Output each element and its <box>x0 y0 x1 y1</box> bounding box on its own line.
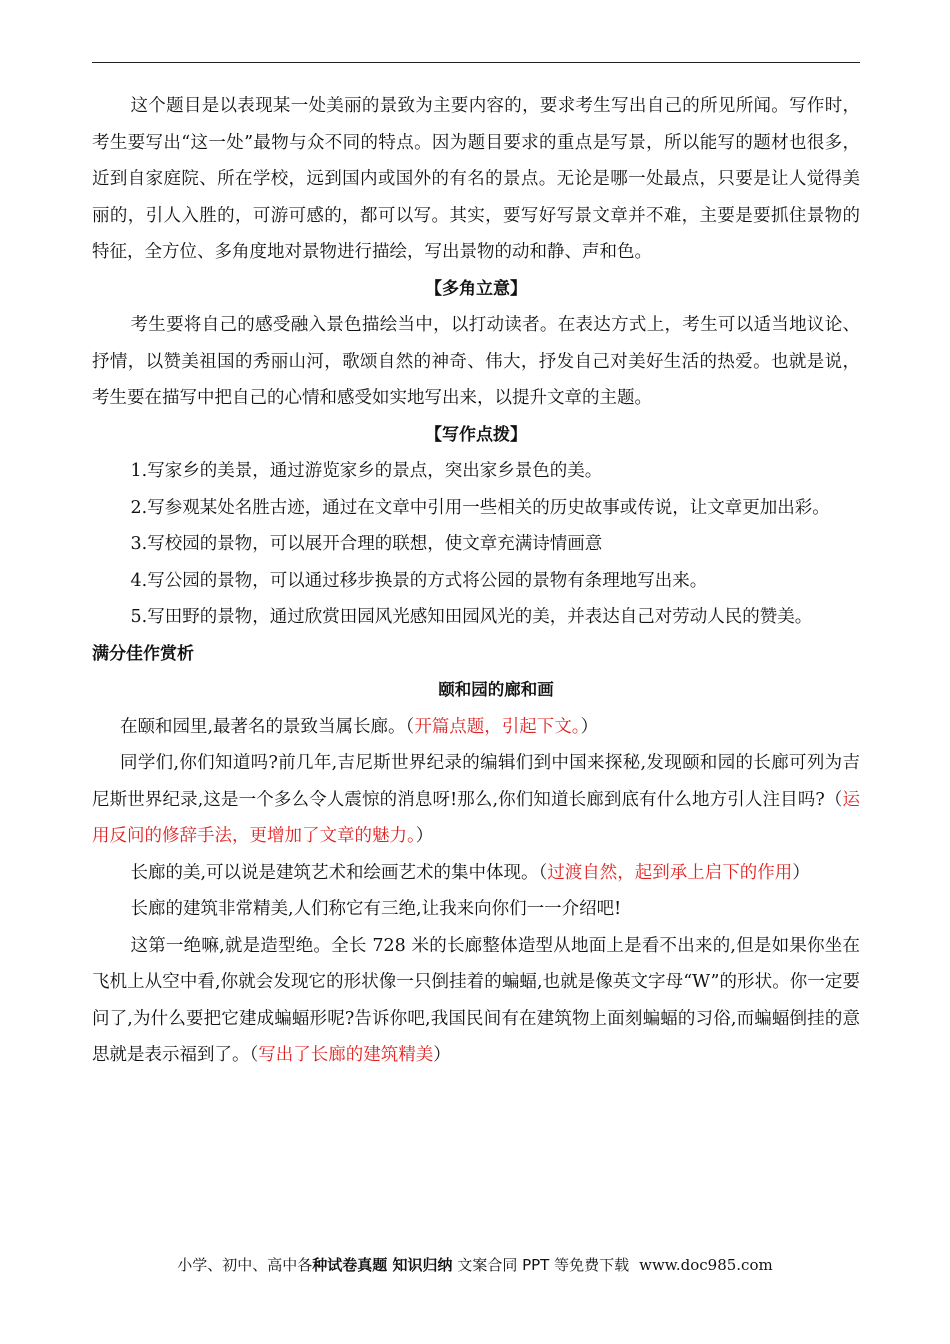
essay-paragraph <box>92 891 860 928</box>
essay-annotation: 写出了长廊的建筑精美 <box>258 1045 434 1065</box>
footer-text-4: 文案合同 PPT 等免费下载 <box>452 1256 630 1274</box>
essay-annotation: 运用反问的修辞手法，更增加了文章的魅力。 <box>92 789 860 846</box>
essay-annotation-close: ） <box>580 716 599 737</box>
tip-item: 1.写家乡的美景，通过游览家乡的景点，突出家乡景色的美。 <box>130 461 603 481</box>
essay-annotation-close: ） <box>792 862 810 883</box>
page-footer <box>0 1254 950 1275</box>
intro-paragraph: 这个题目是以表现某一处美丽的景致为主要内容的，要求考生写出自己的所见所闻。写作时，考生要写出“这一处”最物与众不同的特点。因为题目要求的重点是写景，所以能写的题材也很多，近到自家庭院、所在学校，远到国内或国外的有名的景点。无论是哪一处最点，只要是让人觉得美丽的，引人入胜的，可游可感的，都可以写。其实，要写好写景文章并不难，主要是要抓住景物的特征，全方位、多角度地对景物进行描绘，写出景物的动和静、声和色。 <box>92 96 860 262</box>
footer-url-link[interactable]: www.doc985.com <box>639 1256 773 1274</box>
essay-text: 在颐和园里,最著名的景致当属长廊。（ <box>120 716 415 737</box>
footer-text-1: 小学、初中、高中各 <box>177 1256 313 1274</box>
angles-paragraph: 考生要将自己的感受融入景色描绘当中，以打动读者。在表达方式上，考生可以适当地议论、抒情，以赞美祖国的秀丽山河，歌颂自然的神奇、伟大，抒发自己对美好生活的热爱。也就是说，考生要在描写中把自己的心情和感受如实地写出来，以提升文章的主题。 <box>92 315 860 408</box>
essay-paragraph <box>92 709 860 746</box>
essay-text: 长廊的美,可以说是建筑艺术和绘画艺术的集中体现。（ <box>130 862 548 883</box>
essay-annotation: 过渡自然，起到承上启下的作用 <box>547 862 793 883</box>
section-heading-angles: 【多角立意】 <box>425 278 527 299</box>
essay-text: 这第一绝嘛,就是造型绝。全长 728 米的长廊整体造型从地面上是看不出来的,但是如果你坐在飞机上从空中看,你就会发现它的形状像一只倒挂着的蝙蝠,也就是像英文字母“W”的形状。你一定要问了,为什么要把它建成蝙蝠形呢?告诉你吧,我国民间有在建筑物上面刻蝙蝠的习俗,而蝙蝠倒挂的意思就是表示福到了。（ <box>92 935 860 1065</box>
tip-item: 3.写校园的景物，可以展开合理的联想，使文章充满诗情画意 <box>130 534 603 554</box>
essay-annotation: 开篇点题，引起下文。 <box>414 716 581 737</box>
tip-item: 2.写参观某处名胜古迹，通过在文章中引用一些相关的历史故事或传说，让文章更加出彩。 <box>130 497 830 518</box>
essay-title: 颐和园的廊和画 <box>438 680 554 699</box>
header-rule <box>92 62 860 63</box>
essay-paragraph <box>92 855 860 892</box>
essay-annotation-close: ） <box>415 826 434 846</box>
essay-text: 长廊的建筑非常精美,人们称它有三绝,让我来向你们一一介绍吧! <box>130 899 622 919</box>
essay-annotation-close: ） <box>433 1045 451 1065</box>
footer-text-2: 种试卷真题 <box>312 1256 388 1274</box>
essay-paragraph <box>92 745 860 855</box>
essay-text: 同学们,你们知道吗?前几年,吉尼斯世界纪录的编辑们到中国来探秘,发现颐和园的长廊可列为吉尼斯世界纪录,这是一个多么令人震惊的消息呀!那么,你们知道长廊到底有什么地方引人注目吗?（ <box>92 753 860 810</box>
document-body <box>92 88 860 1074</box>
tip-item: 4.写公园的景物，可以通过移步换景的方式将公园的景物有条理地写出来。 <box>130 570 708 591</box>
footer-text-3: 知识归纳 <box>387 1256 453 1274</box>
essay-section-label: 满分佳作赏析 <box>92 643 194 664</box>
tip-item: 5.写田野的景物，通过欣赏田园风光感知田园风光的美，并表达自己对劳动人民的赞美。 <box>130 607 813 627</box>
section-heading-tips: 【写作点拨】 <box>425 424 527 445</box>
essay-paragraph <box>92 928 860 1074</box>
